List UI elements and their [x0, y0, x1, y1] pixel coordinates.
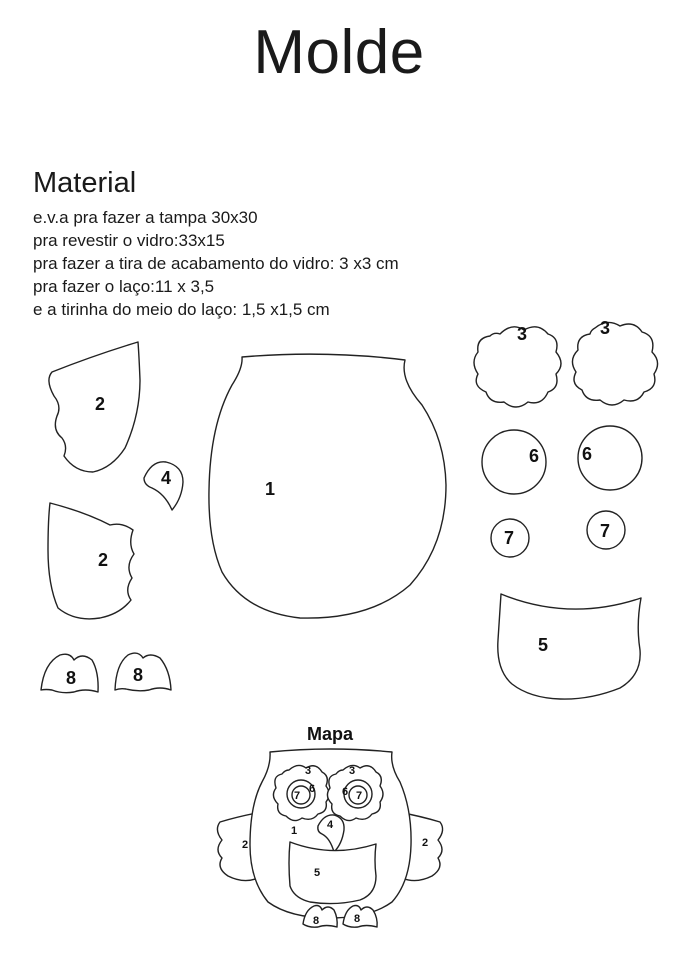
piece-foot-left: [41, 654, 98, 692]
piece-circle-large-left: [482, 430, 546, 494]
piece-wing-top: [49, 342, 140, 472]
piece-beak: [144, 462, 183, 510]
page-title: Molde: [253, 18, 425, 87]
piece-belly: [498, 594, 641, 699]
map-label-belly: 5: [314, 867, 321, 879]
material-item: e a tirinha do meio do laço: 1,5 x1,5 cm: [33, 300, 330, 319]
material-item: pra fazer a tira de acabamento do vidro: 3 x3 cm: [33, 254, 399, 273]
map-label-flower-left: 3: [305, 765, 312, 777]
material-item: e.v.a pra fazer a tampa 30x30: [33, 208, 258, 227]
map-label-foot-right: 8: [354, 913, 361, 925]
piece-foot-right: [115, 653, 171, 691]
material-item: pra revestir o vidro:33x15: [33, 231, 225, 250]
piece-circle-small-right: [587, 511, 625, 549]
piece-circle-small-right-number: 7: [600, 521, 611, 541]
piece-flower-right: [572, 318, 657, 405]
piece-flower-left-number: 3: [517, 324, 528, 344]
map-label-eye-inner-left: 7: [294, 790, 301, 802]
map-belly: [289, 842, 376, 904]
map-label-eye-outer-left: 6: [309, 783, 316, 795]
piece-circle-large-right: [578, 426, 642, 490]
piece-body: [209, 354, 446, 618]
map-label-eye-outer-right: 6: [342, 786, 349, 798]
piece-circle-small-left: [491, 519, 529, 557]
piece-body-number: 1: [265, 479, 276, 499]
material-item: pra fazer o laço:11 x 3,5: [33, 277, 215, 296]
material-heading: Material: [33, 167, 137, 199]
piece-wing-bottom-number: 2: [98, 550, 109, 570]
map-label-eye-inner-right: 7: [356, 790, 363, 802]
piece-flower-left: [474, 324, 561, 407]
map-label-body: 1: [291, 825, 298, 837]
piece-foot-left-number: 8: [66, 668, 77, 688]
map-label-beak: 4: [327, 819, 334, 831]
piece-circle-large-right-number: 6: [582, 444, 593, 464]
piece-circle-large-left-number: 6: [529, 446, 540, 466]
piece-beak-number: 4: [161, 468, 172, 488]
piece-flower-right-number: 3: [600, 318, 611, 338]
piece-foot-right-number: 8: [133, 665, 144, 685]
map-label-wing-right: 2: [422, 837, 429, 849]
map-label-foot-left: 8: [313, 915, 320, 927]
map-diagram: [217, 724, 442, 927]
map-title: Mapa: [306, 724, 354, 744]
piece-wing-top-number: 2: [95, 394, 106, 414]
piece-circle-small-left-number: 7: [504, 528, 515, 548]
map-label-wing-left: 2: [242, 839, 249, 851]
piece-wing-bottom: [48, 503, 134, 619]
piece-belly-number: 5: [538, 635, 549, 655]
map-label-flower-right: 3: [349, 765, 356, 777]
